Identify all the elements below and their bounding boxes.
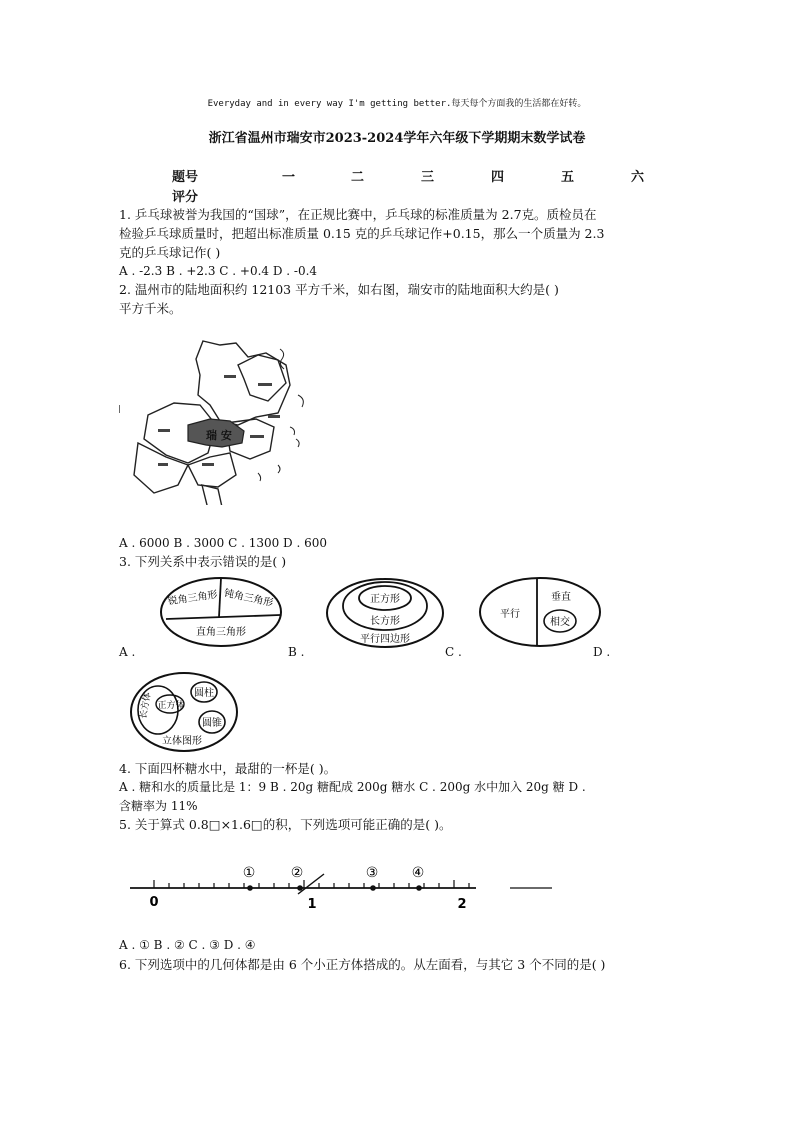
q3-diagram-d bbox=[128, 670, 240, 754]
wenzhou-map bbox=[118, 335, 328, 505]
q2-line2: 平方千米。 bbox=[119, 301, 182, 316]
q5-options: A . ① B . ② C . ③ D . ④ bbox=[119, 938, 256, 952]
question-2 bbox=[119, 280, 679, 318]
axis-label-0: 0 bbox=[149, 895, 159, 910]
diag-d-outer: 立体图形 bbox=[162, 736, 202, 747]
q5-stem: 5. 关于算式 0.8□×1.6□的积，下列选项可能正确的是( )。 bbox=[119, 817, 452, 832]
q3-label-d: D . bbox=[593, 645, 611, 659]
diag-c-top: 垂直 bbox=[551, 592, 571, 603]
diag-d-cylinder: 圆柱 bbox=[194, 688, 214, 699]
point-3: ③ bbox=[365, 865, 379, 881]
score-col-1: 一 bbox=[282, 170, 296, 185]
q2-line1: 2. 温州市的陆地面积约 12103 平方千米，如右图，瑞安市的陆地面积大约是( ) bbox=[119, 282, 559, 297]
score-table-header bbox=[0, 166, 794, 186]
q1-line2: 检验乒乓球质量时，把超出标准质量 0.15 克的乒乓球记作+0.15，那么一个质量为 2.3 bbox=[119, 226, 605, 241]
svg-text:|: | bbox=[118, 404, 121, 413]
diag-c-left: 平行 bbox=[500, 609, 520, 620]
score-col-5: 五 bbox=[561, 170, 575, 185]
q3-diagram-b bbox=[324, 576, 446, 650]
q1-line1: 1. 乒乓球被誉为我国的“国球”，在正规比赛中，乒乓球的标准质量为 2.7克。质检员在 bbox=[119, 207, 597, 222]
q3-label-c: C . bbox=[445, 645, 462, 659]
page-title: 浙江省温州市瑞安市2023-2024学年六年级下学期期末数学试卷 bbox=[208, 131, 586, 146]
diag-b-outer: 平行四边形 bbox=[360, 634, 410, 645]
q2-options: A . 6000 B . 3000 C . 1300 D . 600 bbox=[119, 536, 328, 550]
q4-stem: 4. 下面四杯糖水中，最甜的一杯是( )。 bbox=[119, 761, 337, 776]
q3-label-b: B . bbox=[288, 645, 305, 659]
q1-line3: 克的乒乓球记作( ) bbox=[119, 245, 221, 260]
diag-b-middle: 长方形 bbox=[370, 616, 400, 627]
q4-options-1: A . 糖和水的质量比是 1：9 B . 20g 糖配成 200g 糖水 C . 200g 水中加入 20g 糖 D . bbox=[119, 780, 586, 794]
q3-diagram-a bbox=[158, 575, 284, 649]
axis-label-2: 2 bbox=[457, 897, 467, 912]
diag-a-left: 锐角三角形 bbox=[167, 589, 219, 608]
diag-d-cuboid: 长方体 bbox=[138, 691, 154, 720]
diag-a-right: 钝角三角形 bbox=[222, 587, 275, 610]
q6-stem: 6. 下列选项中的几何体都是由 6 个小正方体搭成的。从左面看，与其它 3 个不同的是( ) bbox=[119, 957, 606, 972]
diag-b-inner: 正方形 bbox=[370, 594, 400, 605]
question-4 bbox=[119, 759, 679, 816]
q1-options: A . -2.3 B . +2.3 C . +0.4 D . -0.4 bbox=[119, 264, 318, 278]
q5-number-line bbox=[128, 858, 560, 916]
q3-diagram-c bbox=[477, 575, 603, 649]
point-2: ② bbox=[290, 865, 304, 881]
score-label-score: 评分 bbox=[172, 190, 199, 205]
score-col-3: 三 bbox=[421, 170, 435, 185]
diag-d-cube: 正方体 bbox=[157, 701, 185, 711]
diag-c-inner: 相交 bbox=[550, 617, 570, 628]
q4-options-2: 含糖率为 11% bbox=[119, 799, 198, 813]
score-col-4: 四 bbox=[491, 170, 505, 185]
point-1: ① bbox=[242, 865, 256, 881]
question-1 bbox=[119, 205, 679, 281]
q3-label-a: A . bbox=[119, 645, 136, 659]
motto-header: Everyday and in every way I'm getting better.每天每个方面我的生活都在好转。 bbox=[207, 99, 587, 109]
point-4: ④ bbox=[411, 865, 425, 881]
ruian-label: 瑞 安 bbox=[206, 429, 232, 442]
axis-label-1: 1 bbox=[307, 897, 317, 912]
q3-stem: 3. 下列关系中表示错误的是( ) bbox=[119, 554, 287, 569]
score-col-2: 二 bbox=[351, 170, 365, 185]
score-col-6: 六 bbox=[631, 170, 645, 185]
diag-d-cone: 圆锥 bbox=[202, 718, 222, 729]
diag-a-bottom: 直角三角形 bbox=[196, 627, 246, 638]
score-label-number: 题号 bbox=[172, 170, 199, 185]
